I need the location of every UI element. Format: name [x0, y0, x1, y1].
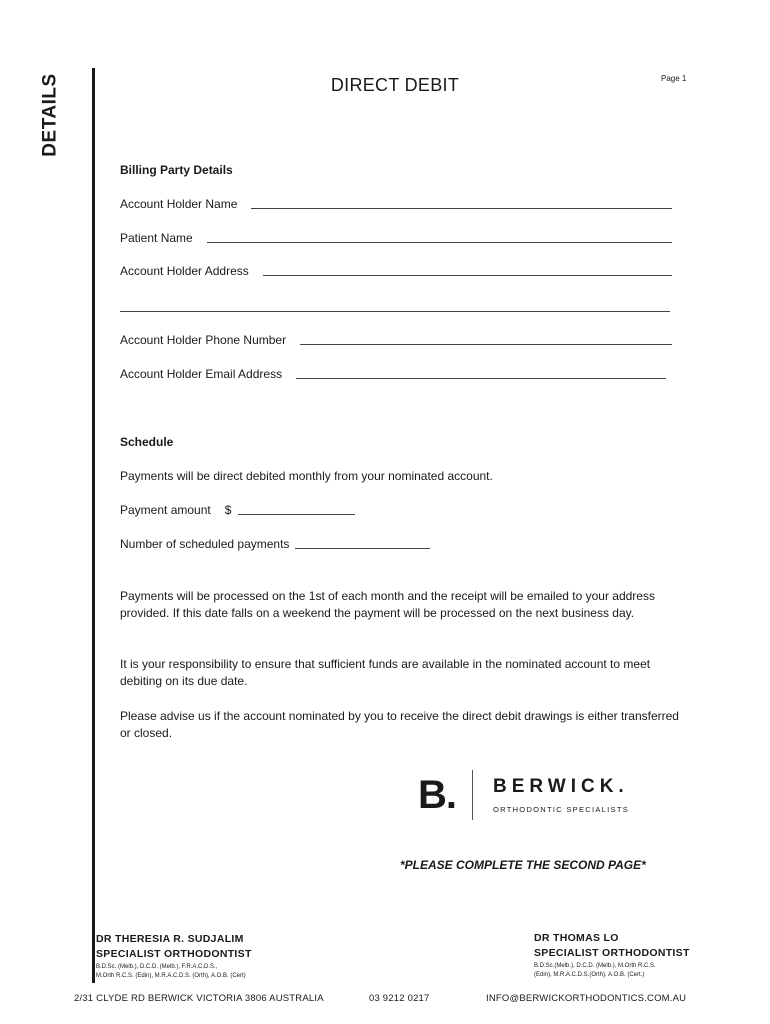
processing-paragraph: Payments will be processed on the 1st of each month and the receipt will be emailed to your address provided. If this date falls on a weekend the payment will be processed on the next business day. — [120, 589, 655, 620]
doctor-1-creds-2: M.Orth R.C.S. (Edin), M.R.A.C.D.S. (Orth), A.O.B. (Cert) — [96, 973, 246, 979]
logo-divider — [472, 770, 473, 820]
account-holder-email-field[interactable] — [120, 367, 666, 381]
doctor-1-role: SPECIALIST ORTHODONTIST — [96, 948, 252, 960]
berwick-logo — [418, 770, 629, 820]
account-holder-email-label: Account Holder Email Address — [120, 367, 283, 381]
account-holder-name-field[interactable] — [120, 197, 672, 211]
logo-name: BERWICK. — [493, 776, 629, 797]
payment-amount-field[interactable] — [120, 503, 355, 517]
doctor-1-name: DR THERESIA R. SUDJALIM — [96, 933, 244, 945]
footer-address: 2/31 CLYDE RD BERWICK VICTORIA 3806 AUSTRALIA — [74, 993, 324, 1004]
complete-second-page-notice: *PLEASE COMPLETE THE SECOND PAGE* — [400, 858, 646, 872]
billing-heading: Billing Party Details — [120, 163, 233, 177]
patient-name-line[interactable] — [207, 242, 672, 243]
vertical-divider — [92, 68, 95, 983]
account-holder-phone-line[interactable] — [300, 344, 672, 345]
doctor-2-creds-2: (Edin), M.R.A.C.D.S.(Orth), A.O.B. (Cert.) — [534, 972, 645, 978]
doctor-2-name: DR THOMAS LO — [534, 932, 619, 944]
payment-amount-line[interactable] — [238, 514, 355, 515]
account-holder-phone-field[interactable] — [120, 333, 672, 347]
side-label-text: DETAILS — [40, 73, 61, 157]
footer-phone: 03 9212 0217 — [369, 993, 430, 1004]
footer-email[interactable]: INFO@BERWICKORTHODONTICS.COM.AU — [486, 993, 687, 1004]
doctor-2-role: SPECIALIST ORTHODONTIST — [534, 947, 690, 959]
payment-amount-label: Payment amount — [120, 503, 211, 517]
scheduled-payments-line[interactable] — [295, 548, 430, 549]
responsibility-paragraph: It is your responsibility to ensure that sufficient funds are available in the nominated account to meet debiting on its due date. — [120, 657, 651, 688]
page-title: DIRECT DEBIT — [330, 75, 460, 95]
account-holder-name-line[interactable] — [251, 208, 672, 209]
patient-name-field[interactable] — [120, 231, 672, 245]
schedule-intro: Payments will be direct debited monthly from your nominated account. — [120, 469, 493, 483]
patient-name-label: Patient Name — [120, 231, 193, 245]
currency-symbol: $ — [224, 503, 232, 517]
scheduled-payments-label: Number of scheduled payments — [120, 537, 290, 551]
account-holder-name-label: Account Holder Name — [120, 197, 238, 211]
doctor-1-creds-1: B.D.Sc. (Melb.), D.C.D. (Melb.), F.R.A.C.D.S., — [96, 964, 218, 970]
page-number: Page 1 — [661, 74, 687, 83]
schedule-heading: Schedule — [120, 435, 174, 449]
doctor-2-creds-1: B.D.Sc.(Melb.), D.C.D. (Melb.), M.Orth R.C.S. — [534, 963, 656, 969]
account-holder-address-field[interactable] — [120, 264, 672, 278]
account-holder-address-label: Account Holder Address — [120, 264, 249, 278]
account-holder-phone-label: Account Holder Phone Number — [120, 333, 287, 347]
logo-subtitle: ORTHODONTIC SPECIALISTS — [493, 805, 630, 814]
logo-mark: B. — [418, 773, 456, 817]
account-holder-address-line-2[interactable] — [120, 311, 670, 312]
account-holder-email-line[interactable] — [296, 378, 666, 379]
advise-paragraph: Please advise us if the account nominated by you to receive the direct debit drawings is either transferred or closed. — [120, 709, 679, 740]
scheduled-payments-field[interactable] — [120, 537, 430, 551]
account-holder-address-line[interactable] — [263, 275, 672, 276]
